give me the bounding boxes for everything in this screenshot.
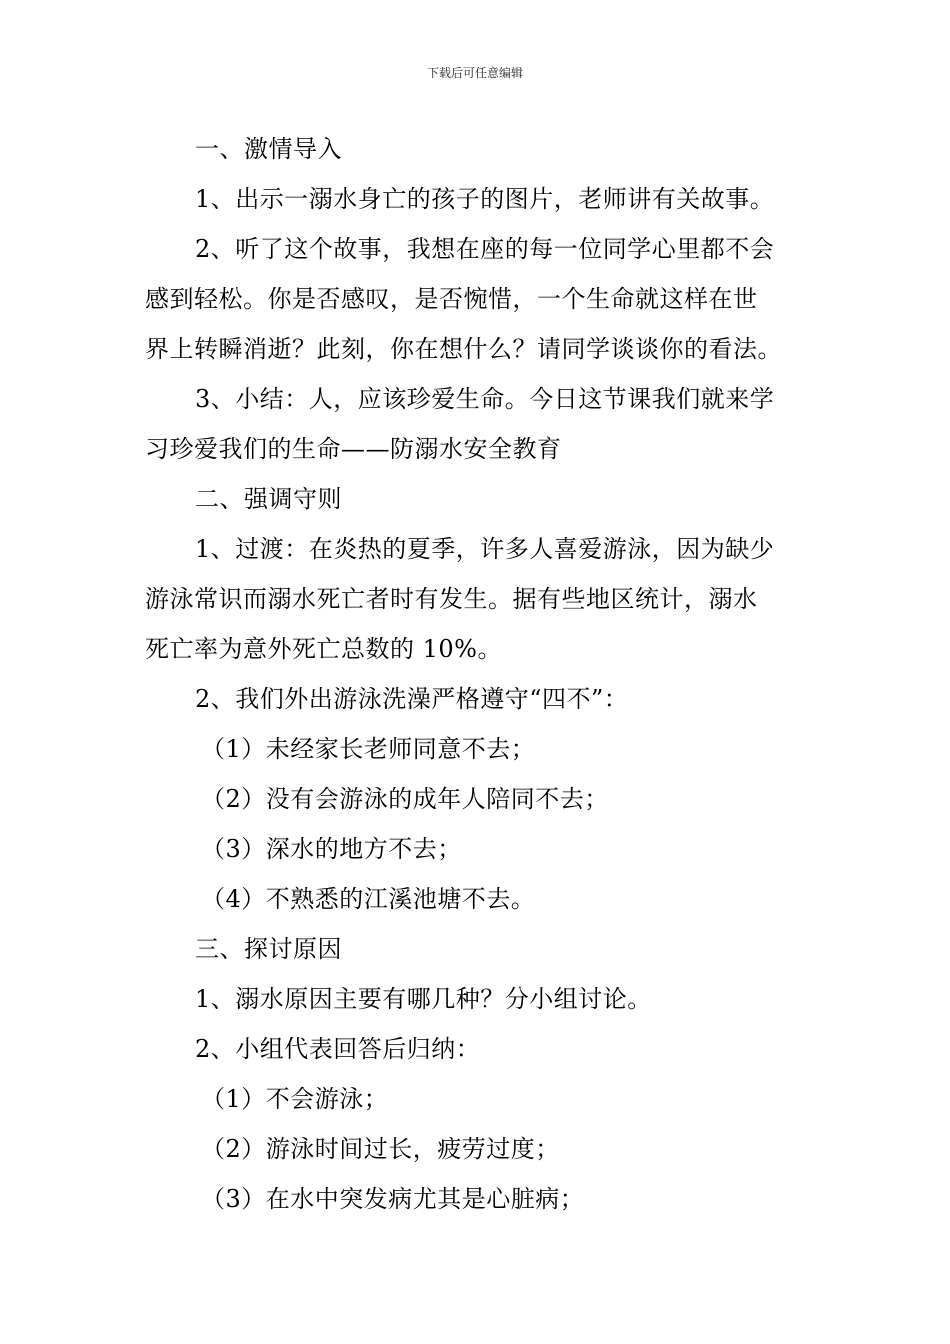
list-item: （2）没有会游泳的成年人陪同不去； [201, 785, 609, 813]
list-item: （1）不会游泳； [201, 1085, 389, 1113]
paragraph-line: 2、我们外出游泳洗澡严格遵守“四不”： [195, 685, 629, 713]
list-item: （1）未经家长老师同意不去； [201, 735, 536, 763]
list-item: （3）深水的地方不去； [201, 835, 462, 863]
paragraph-line: 1、过渡：在炎热的夏季，许多人喜爱游泳，因为缺少 [195, 535, 775, 563]
page-header: 下载后可任意编辑 [426, 66, 523, 80]
paragraph-line: 感到轻松。你是否感叹，是否惋惜，一个生命就这样在世 [145, 285, 758, 313]
section-heading: 一、激情导入 [195, 135, 342, 163]
paragraph-line: 习珍爱我们的生命——防溺水安全教育 [145, 435, 562, 463]
paragraph-line: 2、小组代表回答后归纳： [195, 1035, 481, 1063]
paragraph-line: 1、出示一溺水身亡的孩子的图片，老师讲有关故事。 [195, 185, 775, 213]
paragraph-line: 1、溺水原因主要有哪几种？分小组讨论。 [195, 985, 652, 1013]
paragraph-line: 界上转瞬消逝？此刻，你在想什么？请同学谈谈你的看法。 [145, 335, 782, 363]
list-item: （3）在水中突发病尤其是心脏病； [201, 1185, 585, 1213]
paragraph-line: 2、听了这个故事，我想在座的每一位同学心里都不会 [195, 235, 775, 263]
section-heading: 三、探讨原因 [195, 935, 342, 963]
list-item: （2）游泳时间过长，疲劳过度； [201, 1135, 560, 1163]
list-item: （4）不熟悉的江溪池塘不去。 [201, 885, 536, 913]
paragraph-line: 游泳常识而溺水死亡者时有发生。据有些地区统计，溺水 [145, 585, 758, 613]
paragraph-line: 死亡率为意外死亡总数的 10%。 [145, 635, 502, 663]
section-heading: 二、强调守则 [195, 485, 342, 513]
paragraph-line: 3、小结：人，应该珍爱生命。今日这节课我们就来学 [195, 385, 775, 413]
